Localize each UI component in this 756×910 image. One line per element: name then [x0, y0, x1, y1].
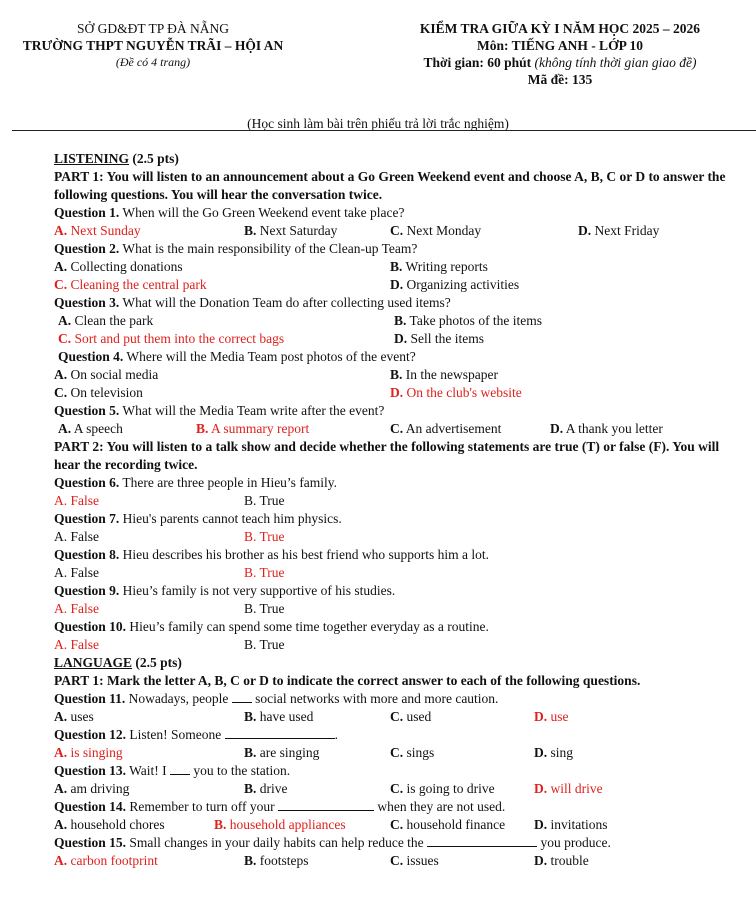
- time-note: (không tính thời gian giao đề): [534, 55, 697, 70]
- option-letter: D.: [534, 781, 548, 796]
- options-row: [54, 708, 744, 726]
- option-text: invitations: [547, 817, 608, 832]
- listening-heading: [54, 150, 744, 168]
- question-label: Question 14.: [54, 799, 127, 814]
- option-text: household finance: [403, 817, 506, 832]
- option-text: sings: [403, 745, 435, 760]
- answer-option[interactable]: [390, 276, 519, 294]
- question-stem: [54, 690, 744, 708]
- time-label: Thời gian: 60 phút: [423, 55, 532, 70]
- answer-option[interactable]: [390, 780, 495, 798]
- answer-option[interactable]: [394, 312, 542, 330]
- option-letter: C.: [390, 817, 404, 832]
- option-text: True: [256, 601, 285, 616]
- option-letter: C.: [390, 781, 404, 796]
- answer-option-correct[interactable]: [54, 222, 141, 240]
- option-letter: A.: [54, 817, 68, 832]
- header-right: [364, 20, 756, 88]
- question-stem: [54, 294, 744, 312]
- option-letter: A.: [54, 601, 68, 616]
- question-text: Wait! I: [126, 763, 171, 778]
- option-text: False: [67, 601, 99, 616]
- option-text: False: [67, 637, 99, 652]
- answer-blank: [225, 726, 335, 739]
- options-row: [54, 600, 744, 618]
- answer-option-correct[interactable]: [214, 816, 346, 834]
- answer-blank: [232, 690, 252, 703]
- page-count: (Đề có 4 trang): [115, 55, 191, 69]
- option-text: False: [67, 565, 99, 580]
- option-letter: A.: [54, 853, 68, 868]
- listening-part1-questions: [54, 204, 744, 438]
- option-letter: D.: [550, 421, 564, 436]
- answer-option[interactable]: [244, 852, 309, 870]
- answer-option[interactable]: [58, 312, 153, 330]
- option-letter: C.: [390, 745, 404, 760]
- option-letter: D.: [534, 709, 548, 724]
- option-text: Next Saturday: [256, 223, 338, 238]
- option-text: are singing: [256, 745, 320, 760]
- section-points: (2.5 pts): [135, 655, 182, 670]
- question-label: Question 3.: [54, 295, 120, 310]
- answer-option[interactable]: [534, 744, 573, 762]
- question-label: Question 13.: [54, 763, 127, 778]
- question-stem: [54, 402, 744, 420]
- question-stem: [54, 798, 744, 816]
- answer-option[interactable]: [54, 366, 158, 384]
- option-text: used: [403, 709, 432, 724]
- answer-blank: [170, 762, 190, 775]
- option-letter: C.: [390, 709, 404, 724]
- option-text: is going to drive: [403, 781, 495, 796]
- options-row: [54, 258, 744, 276]
- option-letter: B.: [244, 493, 257, 508]
- option-text: carbon footprint: [67, 853, 158, 868]
- option-letter: A.: [58, 313, 72, 328]
- option-text: A summary report: [208, 421, 310, 436]
- option-letter: D.: [578, 223, 592, 238]
- option-text: True: [256, 493, 285, 508]
- options-row: [54, 492, 744, 510]
- option-text: drive: [256, 781, 288, 796]
- question-stem: [54, 582, 744, 600]
- option-text: Sell the items: [407, 331, 484, 346]
- exam-code: Mã đề: 135: [527, 72, 593, 87]
- answer-option-correct[interactable]: [196, 420, 309, 438]
- option-letter: B.: [244, 565, 257, 580]
- question-stem: [54, 474, 744, 492]
- answer-option[interactable]: [54, 384, 143, 402]
- option-text: issues: [403, 853, 439, 868]
- option-letter: D.: [534, 853, 548, 868]
- option-letter: A.: [54, 637, 68, 652]
- question-stem: [54, 618, 744, 636]
- section-points: (2.5 pts): [132, 151, 179, 166]
- time-line: [364, 54, 756, 71]
- option-letter: B.: [244, 745, 257, 760]
- question-text: There are three people in Hieu’s family.: [119, 475, 338, 490]
- option-letter: D.: [394, 331, 408, 346]
- question-stem: [54, 510, 744, 528]
- option-letter: A.: [54, 367, 68, 382]
- question-text: social networks with more and more caution.: [251, 691, 499, 706]
- question-label: Question 4.: [58, 349, 124, 364]
- answer-option[interactable]: [54, 528, 99, 546]
- answer-blank: [278, 798, 374, 811]
- answer-option[interactable]: [390, 420, 501, 438]
- answer-option[interactable]: [244, 222, 337, 240]
- options-row: [54, 330, 744, 348]
- option-text: will drive: [547, 781, 603, 796]
- option-letter: B.: [244, 601, 257, 616]
- answer-option[interactable]: [244, 744, 319, 762]
- question-stem: [54, 348, 744, 366]
- answer-option[interactable]: [54, 816, 165, 834]
- answer-option-correct[interactable]: [244, 528, 285, 546]
- question-stem: [54, 762, 744, 780]
- options-row: [54, 636, 744, 654]
- question-label: Question 1.: [54, 205, 120, 220]
- options-row: [54, 222, 744, 240]
- option-text: have used: [256, 709, 314, 724]
- question-label: Question 12.: [54, 727, 127, 742]
- question-text: What will the Media Team write after the event?: [119, 403, 385, 418]
- option-letter: D.: [534, 745, 548, 760]
- answer-option[interactable]: [534, 816, 608, 834]
- option-text: On social media: [67, 367, 159, 382]
- question-text: you produce.: [537, 835, 611, 850]
- option-letter: B.: [244, 637, 257, 652]
- option-letter: C.: [58, 331, 72, 346]
- answer-option[interactable]: [244, 708, 313, 726]
- subject-line: Môn: TIẾNG ANH - LỚP 10: [477, 38, 643, 53]
- options-row: [54, 744, 744, 762]
- option-text: False: [67, 493, 99, 508]
- question-text: when they are not used.: [373, 799, 506, 814]
- answer-option[interactable]: [390, 816, 505, 834]
- options-row: [54, 312, 744, 330]
- option-letter: A.: [54, 259, 68, 274]
- answer-option-correct[interactable]: [54, 852, 158, 870]
- option-letter: B.: [244, 853, 257, 868]
- option-text: Next Monday: [403, 223, 482, 238]
- answer-option[interactable]: [54, 564, 99, 582]
- question-stem: [54, 240, 744, 258]
- question-label: Question 15.: [54, 835, 127, 850]
- option-text: True: [256, 637, 285, 652]
- question-stem: [54, 546, 744, 564]
- school-name: TRƯỜNG THPT NGUYỄN TRÃI – HỘI AN: [22, 38, 284, 53]
- question-text: Remember to turn off your: [126, 799, 278, 814]
- section-title: LISTENING: [54, 151, 130, 166]
- answer-option-correct[interactable]: [54, 636, 99, 654]
- answer-option[interactable]: [244, 636, 285, 654]
- options-row: [54, 564, 744, 582]
- answer-blank: [427, 834, 537, 847]
- option-text: True: [256, 565, 285, 580]
- option-letter: D.: [390, 385, 404, 400]
- question-text: Hieu’s family can spend some time together everyday as a routine.: [126, 619, 489, 634]
- option-text: Clean the park: [71, 313, 154, 328]
- options-row: [54, 852, 744, 870]
- option-letter: B.: [244, 709, 257, 724]
- answer-option[interactable]: [244, 600, 285, 618]
- language-part1-instruction: PART 1: Mark the letter A, B, C or D to indicate the correct answer to each of the following questions.: [54, 673, 641, 688]
- option-text: am driving: [67, 781, 130, 796]
- question-text: Hieu describes his brother as his best friend who supports him a lot.: [119, 547, 489, 562]
- option-letter: A.: [54, 223, 68, 238]
- options-row: [54, 528, 744, 546]
- option-letter: C.: [390, 223, 404, 238]
- option-text: Collecting donations: [67, 259, 183, 274]
- option-text: sing: [547, 745, 574, 760]
- option-text: Take photos of the items: [406, 313, 543, 328]
- option-text: True: [256, 529, 285, 544]
- option-letter: B.: [390, 259, 403, 274]
- answer-option[interactable]: [394, 330, 484, 348]
- option-text: A thank you letter: [563, 421, 663, 436]
- option-text: Next Sunday: [67, 223, 141, 238]
- option-letter: A.: [58, 421, 72, 436]
- option-text: A speech: [71, 421, 123, 436]
- language-part1-questions: [54, 690, 744, 870]
- option-letter: B.: [394, 313, 407, 328]
- options-row: [54, 384, 744, 402]
- option-letter: B.: [244, 781, 257, 796]
- option-letter: B.: [214, 817, 227, 832]
- options-row: [54, 420, 744, 438]
- option-letter: A.: [54, 745, 68, 760]
- instruction-note: (Học sinh làm bài trên phiếu trả lời trắc nghiệm): [247, 116, 509, 131]
- options-row: [54, 816, 744, 834]
- answer-option-correct[interactable]: [54, 492, 99, 510]
- answer-option[interactable]: [54, 708, 94, 726]
- question-label: Question 2.: [54, 241, 120, 256]
- option-text: Writing reports: [402, 259, 488, 274]
- option-text: household chores: [67, 817, 165, 832]
- answer-option-correct[interactable]: [58, 330, 284, 348]
- listening-part1-instruction: PART 1: You will listen to an announcement about a Go Green Weekend event and choose A, B, C or D to answer the following questions. You will hear the conversation twice.: [54, 169, 726, 202]
- option-text: An advertisement: [403, 421, 502, 436]
- option-letter: D.: [534, 817, 548, 832]
- answer-option-correct[interactable]: [244, 564, 285, 582]
- answer-option-correct[interactable]: [534, 708, 569, 726]
- question-text: When will the Go Green Weekend event take place?: [119, 205, 405, 220]
- question-label: Question 5.: [54, 403, 120, 418]
- question-stem: [54, 834, 744, 852]
- question-label: Question 8.: [54, 547, 120, 562]
- question-stem: [54, 726, 744, 744]
- option-letter: B.: [196, 421, 209, 436]
- answer-option[interactable]: [534, 852, 589, 870]
- question-label: Question 6.: [54, 475, 120, 490]
- option-text: household appliances: [226, 817, 346, 832]
- question-label: Question 9.: [54, 583, 120, 598]
- option-letter: B.: [390, 367, 403, 382]
- option-text: On the club's website: [403, 385, 522, 400]
- answer-option-correct[interactable]: [390, 384, 522, 402]
- option-text: trouble: [547, 853, 589, 868]
- question-text: Nowadays, people: [125, 691, 232, 706]
- answer-option-correct[interactable]: [534, 780, 603, 798]
- listening-part2-instruction: PART 2: You will listen to a talk show and decide whether the following statements are true (T) or false (F). You will hear the recording twice.: [54, 439, 720, 472]
- header-divider: [12, 130, 756, 131]
- answer-option-correct[interactable]: [54, 276, 207, 294]
- answer-option-correct[interactable]: [54, 600, 99, 618]
- option-text: In the newspaper: [402, 367, 498, 382]
- option-letter: A.: [54, 781, 68, 796]
- question-text: Hieu's parents cannot teach him physics.: [119, 511, 342, 526]
- answer-option[interactable]: [54, 258, 183, 276]
- option-letter: C.: [54, 277, 68, 292]
- answer-option[interactable]: [244, 780, 288, 798]
- question-label: Question 10.: [54, 619, 127, 634]
- question-text: What will the Donation Team do after collecting used items?: [119, 295, 451, 310]
- option-letter: A.: [54, 493, 68, 508]
- answer-option[interactable]: [390, 366, 498, 384]
- option-letter: A.: [54, 529, 68, 544]
- option-text: Sort and put them into the correct bags: [71, 331, 285, 346]
- exam-content: [54, 150, 744, 870]
- exam-title: KIỂM TRA GIỮA KỲ I NĂM HỌC 2025 – 2026: [419, 21, 701, 36]
- options-row: [54, 366, 744, 384]
- option-text: Next Friday: [591, 223, 660, 238]
- options-row: [54, 276, 744, 294]
- answer-option[interactable]: [390, 744, 434, 762]
- option-text: use: [547, 709, 569, 724]
- option-text: False: [67, 529, 99, 544]
- option-letter: C.: [390, 421, 404, 436]
- language-heading: [54, 654, 744, 672]
- option-letter: C.: [54, 385, 68, 400]
- answer-option[interactable]: [550, 420, 663, 438]
- option-text: Cleaning the central park: [67, 277, 207, 292]
- question-label: Question 11.: [54, 691, 126, 706]
- option-text: uses: [67, 709, 94, 724]
- options-row: [54, 780, 744, 798]
- option-letter: A.: [54, 709, 68, 724]
- answer-option[interactable]: [244, 492, 285, 510]
- option-letter: B.: [244, 529, 257, 544]
- answer-option[interactable]: [390, 852, 439, 870]
- question-text: .: [334, 727, 338, 742]
- question-stem: [54, 204, 744, 222]
- option-text: Organizing activities: [403, 277, 520, 292]
- answer-option-correct[interactable]: [54, 744, 123, 762]
- option-text: is singing: [67, 745, 123, 760]
- header-left: [0, 20, 306, 71]
- answer-option[interactable]: [58, 420, 123, 438]
- option-letter: A.: [54, 565, 68, 580]
- option-letter: C.: [390, 853, 404, 868]
- answer-option[interactable]: [54, 780, 129, 798]
- option-letter: D.: [390, 277, 404, 292]
- answer-option[interactable]: [390, 708, 431, 726]
- section-title: LANGUAGE: [54, 655, 133, 670]
- question-text: Small changes in your daily habits can help reduce the: [126, 835, 428, 850]
- question-label: Question 7.: [54, 511, 120, 526]
- question-text: Hieu’s family is not very supportive of his studies.: [119, 583, 396, 598]
- option-text: footsteps: [256, 853, 309, 868]
- question-text: Listen! Someone: [126, 727, 225, 742]
- listening-part2-questions: [54, 474, 744, 654]
- option-text: On television: [67, 385, 143, 400]
- option-letter: B.: [244, 223, 257, 238]
- answer-option[interactable]: [578, 222, 659, 240]
- answer-option[interactable]: [390, 258, 488, 276]
- answer-option[interactable]: [390, 222, 481, 240]
- department-name: SỞ GD&ĐT TP ĐÀ NẴNG: [76, 21, 229, 36]
- question-text: What is the main responsibility of the Clean-up Team?: [119, 241, 418, 256]
- question-text: you to the station.: [190, 763, 291, 778]
- question-text: Where will the Media Team post photos of the event?: [123, 349, 416, 364]
